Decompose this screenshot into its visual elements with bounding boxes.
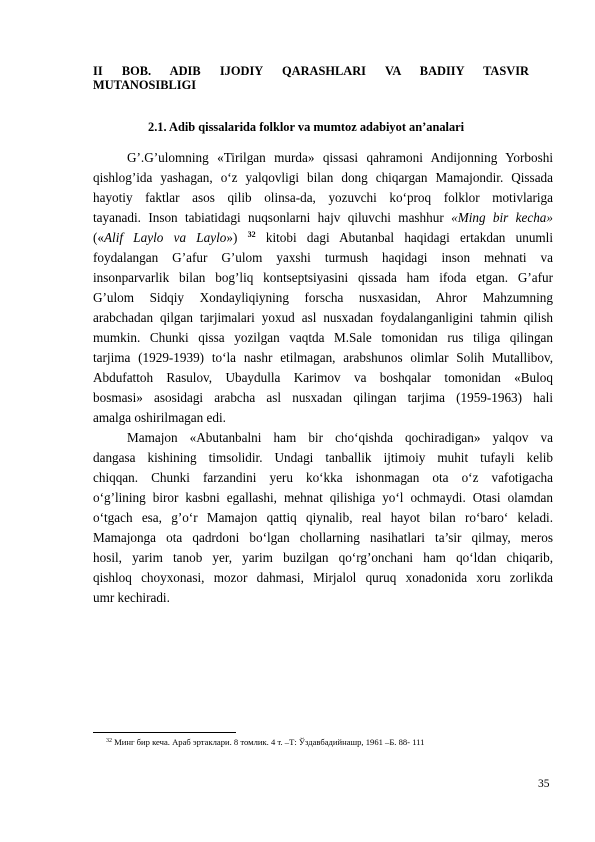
footnote [106, 737, 424, 748]
page-number: 35 [538, 778, 550, 790]
footnote-text: Минг бир кеча. Араб эртаклари. 8 томлик. 4 т. –Т: Ўздавбадийнашр, 1961 –Б. 88- 111 [114, 737, 425, 747]
text-line: tarjima (1929-1939) to‘la nashr etilmagan, arabshunos olimlar Solih Mutallibov, [93, 350, 553, 365]
text-line: G’ulom Sidqiy Xondayliqiyning forscha nusxasidan, Ahror Mahzumning [93, 290, 553, 305]
text-line: arabchadan qilgan tarjimalari yoxud asl nusxadan foydalanganligini tahmin qilish [93, 310, 553, 325]
text-line-with-title [93, 210, 553, 226]
text-line: amalga oshirilmagan edi. [93, 410, 226, 425]
footnote-number: 32 [106, 738, 112, 744]
chapter-heading: II BOB. ADIB IJODIY QARASHLARI VA BADIIY TASVIR [93, 64, 529, 78]
book-title-ming-bir-kecha: «Ming bir kecha» [451, 210, 553, 225]
open-paren: (« [93, 230, 104, 245]
footnote-divider [93, 732, 236, 733]
text-line: bosmasi» asosidagi arabcha asl nusxadan qilingan tarjima (1959-1963) hali [93, 390, 553, 405]
text-line: chiqqan. Chunki farzandini yeru ko‘kka ishonmagan ota o‘z vafotigacha [93, 470, 553, 485]
text-line: mumkin. Chunki qissa yozilgan vaqtda M.Sale tomonidan rus tiliga qilingan [93, 330, 553, 345]
text-line: Abdufattoh Rasulov, Ubaydulla Karimov va boshqalar tomonidan «Buloq [93, 370, 553, 385]
close-paren: ») [226, 230, 238, 245]
book-title-alif-laylo: Alif Laylo va Laylo [104, 230, 227, 245]
footnote-reference[interactable]: 32 [247, 230, 256, 239]
text-line: hosil, yarim tanob yer, yarim buzilgan qo‘rg’onchani ham qo‘ldan chiqarib, [93, 550, 553, 565]
text-line: Mamajonga ota qadrdoni bo‘lgan chollarning nasihatlari ta’sir qilmay, meros [93, 530, 553, 545]
text-line: foydalangan G’afur G’ulom yaxshi turmush haqidagi inson mehnati va [93, 250, 553, 265]
text-line: umr kechiradi. [93, 590, 170, 605]
text-line-with-footnote-ref [93, 230, 553, 246]
text-line: dangasa kishining timsolidir. Undagi tanballik ijtimoiy muhit tufayli kelib [93, 450, 553, 465]
text-line: qishloq choyxonasi, mozor dahmasi, Mirjalol quruq xonadonida xoru zorlikda [93, 570, 553, 585]
text-line: Mamajon «Abutanbalni ham bir cho‘qishda qochiradigan» yalqov va [127, 430, 553, 445]
text-segment: tayanadi. Inson tabiatidagi nuqsonlarni hajv qiluvchi mashhur [93, 210, 444, 225]
text-line: hayotiy faktlar asos qilib olinsa-da, yozuvchi ko‘proq folklor motivlariga [93, 190, 553, 205]
text-line: G’.G’ulomning «Tirilgan murda» qissasi qahramoni Andijonning Yorboshi [127, 150, 553, 165]
text-line: qishlog’ida yashagan, o‘z yalqovligi bilan dong chiqargan Mamajondir. Qissada [93, 170, 553, 185]
text-line: o‘tgach esa, g’o‘r Mamajon qattiq qiynalib, real hayot bilan ro‘baro‘ keladi. [93, 510, 553, 525]
text-segment: kitobi dagi Abutanbal haqidagi ertakdan unumli [265, 230, 554, 245]
text-line: o‘g’lining biror kasbni egallashi, mehnat qilishiga yo‘l ochmaydi. Otasi olamdan [93, 490, 553, 505]
section-title: 2.1. Adib qissalarida folklor va mumtoz adabiyot an’analari [148, 120, 465, 134]
text-line: insonparvarlik bilan bog’liq kontseptsiyasini qissada ham ifoda etgan. G’afur [93, 270, 553, 285]
chapter-heading-continued: MUTANOSIBLIGI [93, 78, 197, 92]
